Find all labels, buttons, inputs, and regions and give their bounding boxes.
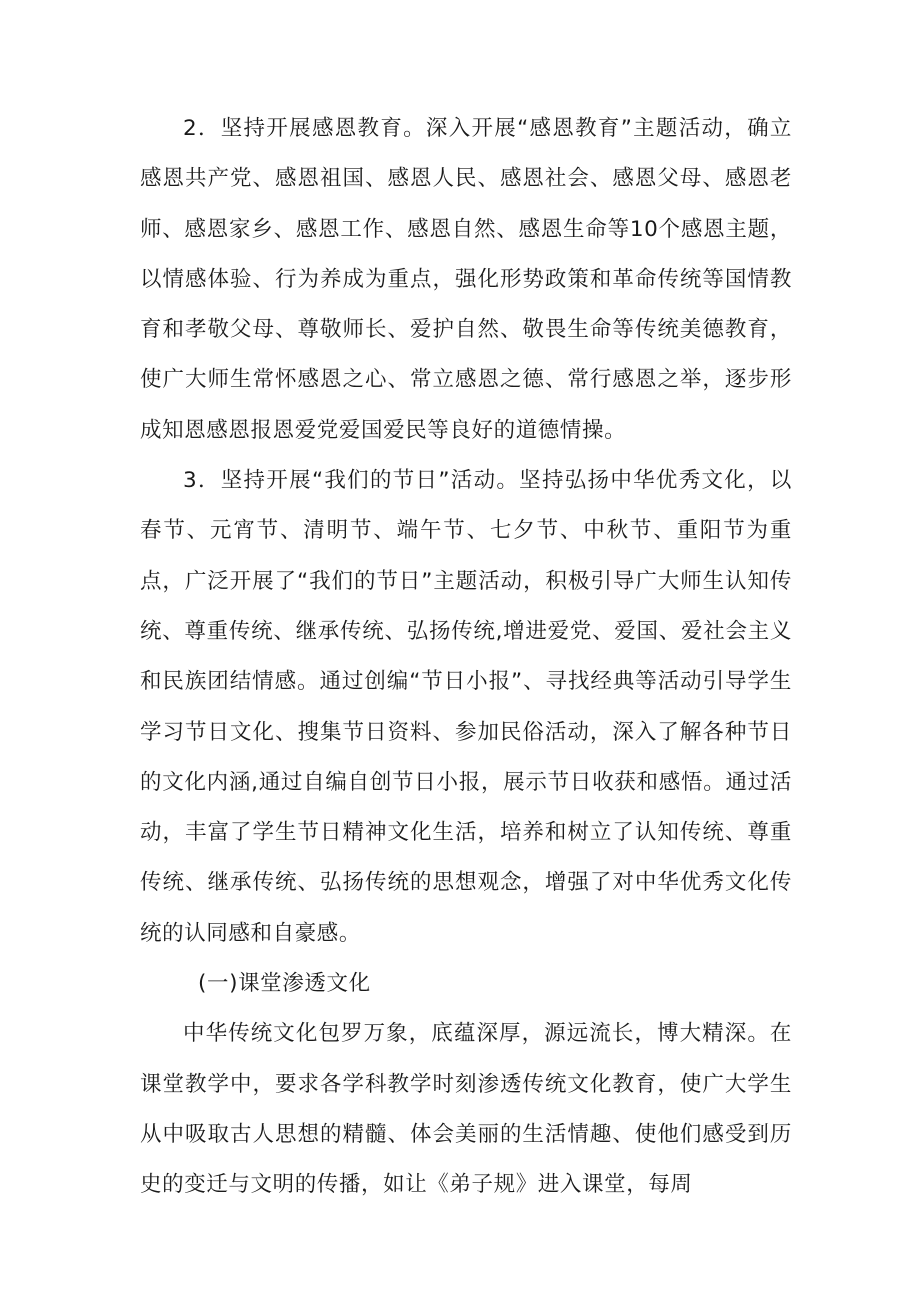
paragraph-gratitude-education: 2．坚持开展感恩教育。深入开展“感恩教育”主题活动，确立感恩共产党、感恩祖国、感恩人民、感恩社会、感恩父母、感恩老师、感恩家乡、感恩工作、感恩自然、感恩生命等10个感恩主题，以情感体验、行为养成为重点，强化形势政策和革命传统等国情教育和孝敬父母、尊敬师长、爱护自然、敬畏生命等传统美德教育，使广大师生常怀感恩之心、常立感恩之德、常行感恩之举，逐步形成知恩感恩报恩爱党爱国爱民等良好的道德情操。	[140, 116, 792, 443]
section-heading-classroom-culture: (一)课堂渗透文化	[198, 971, 371, 997]
paragraph-classroom-culture: 中华传统文化包罗万象，底蕴深厚，源远流长，博大精深。在课堂教学中，要求各学科教学时刻渗透传统文化教育，使广大学生从中吸取古人思想的精髓、体会美丽的生活情趣、使他们感受到历史的变迁与文明的传播，如让《弟子规》进入课堂，每周	[140, 1021, 792, 1198]
document-body	[140, 104, 792, 1211]
paragraph-our-festivals: 3．坚持开展“我们的节日”活动。坚持弘扬中华优秀文化，以春节、元宵节、清明节、端午节、七夕节、中秋节、重阳节为重点，广泛开展了“我们的节日”主题活动，积极引导广大师生认知传统、尊重传统、继承传统、弘扬传统,增进爱党、爱国、爱社会主义和民族团结情感。通过创编“节日小报”、寻找经典等活动引导学生学习节日文化、搜集节日资料、参加民俗活动，深入了解各种节日的文化内涵,通过自编自创节日小报，展示节日收获和感悟。通过活动，丰富了学生节日精神文化生活，培养和树立了认知传统、尊重传统、继承传统、弘扬传统的思想观念，增强了对中华优秀文化传统的认同感和自豪感。	[140, 468, 792, 946]
